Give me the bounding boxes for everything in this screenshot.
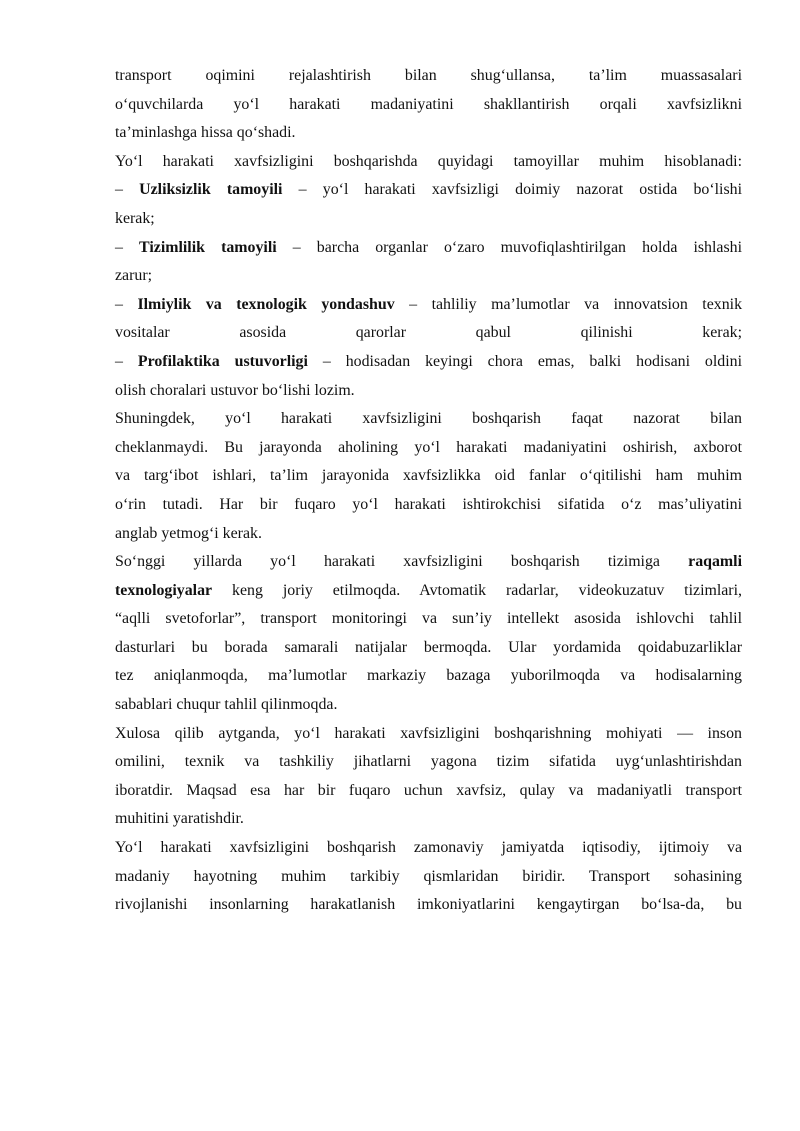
- text-line: [115, 148, 742, 177]
- text-line: [115, 119, 742, 148]
- text-run: ta’minlashga hissa qo‘shadi.: [115, 124, 296, 142]
- text-run: – yo‘l harakati xavfsizligi doimiy nazorat ostida bo‘lishi: [282, 181, 742, 199]
- text-line: [115, 863, 742, 892]
- text-run: o‘rin tutadi. Har bir fuqaro yo‘l harakati ishtirokchisi sifatida o‘z mas’uliyatini: [115, 495, 742, 513]
- text-run: o‘quvchilarda yo‘l harakati madaniyatini shakllantirish orqali xavfsizlikni: [115, 95, 742, 113]
- bold-term: Tizimlilik tamoyili: [139, 238, 277, 256]
- text-line: [115, 62, 742, 91]
- bold-term: texnologiyalar: [115, 581, 213, 599]
- text-line: [115, 805, 742, 834]
- bold-term: raqamli: [688, 553, 742, 571]
- text-line: [115, 662, 742, 691]
- text-line: [115, 548, 742, 577]
- text-run: cheklanmaydi. Bu jarayonda aholining yo‘l harakati madaniyatini oshirish, axborot: [115, 438, 742, 456]
- text-run: va targ‘ibot ishlari, ta’lim jarayonida xavfsizlikka oid fanlar o‘qitilishi ham muhim: [115, 467, 742, 485]
- text-line: [115, 691, 742, 720]
- text-run: omilini, texnik va tashkiliy jihatlarni yagona tizim sifatida uyg‘unlashtirishdan: [115, 753, 742, 771]
- text-line: [115, 262, 742, 291]
- text-line: [115, 234, 742, 263]
- text-line: [115, 720, 742, 749]
- text-run: dasturlari bu borada samarali natijalar bermoqda. Ular yordamida qoidabuzarliklar: [115, 638, 742, 656]
- text-line: [115, 634, 742, 663]
- text-run: tez aniqlanmoqda, ma’lumotlar markaziy bazaga yuborilmoqda va hodisalarning: [115, 667, 742, 685]
- text-run: Shuningdek, yo‘l harakati xavfsizligini boshqarish faqat nazorat bilan: [115, 410, 742, 428]
- text-line: [115, 377, 742, 406]
- text-run: – barcha organlar o‘zaro muvofiqlashtirilgan holda ishlashi: [276, 238, 743, 256]
- text-run: madaniy hayotning muhim tarkibiy qismlaridan biridir. Transport sohasining: [115, 867, 742, 885]
- bold-term: Uzliksizlik tamoyili: [139, 181, 283, 199]
- text-run: sabablari chuqur tahlil qilinmoqda.: [115, 696, 338, 714]
- text-line: [115, 291, 742, 320]
- text-line: [115, 319, 742, 348]
- text-run: – hodisadan keyingi chora emas, balki hodisani oldini: [307, 352, 742, 370]
- text-line: [115, 520, 742, 549]
- text-run: rivojlanishi insonlarning harakatlanish imkoniyatlarini kengaytirgan bo‘lsa-da, bu: [115, 896, 742, 914]
- text-run: iboratdir. Maqsad esa har bir fuqaro uchun xavfsiz, qulay va madaniyatli transport: [115, 781, 742, 799]
- text-line: [115, 176, 742, 205]
- text-line: [115, 491, 742, 520]
- text-line: [115, 91, 742, 120]
- text-run: Yo‘l harakati xavfsizligini boshqarishda quyidagi tamoyillar muhim hisoblanadi:: [115, 152, 742, 170]
- text-line: [115, 577, 742, 606]
- text-line: [115, 434, 742, 463]
- text-line: [115, 605, 742, 634]
- text-line: [115, 462, 742, 491]
- text-line: [115, 834, 742, 863]
- text-run: –: [115, 238, 140, 256]
- text-line: [115, 405, 742, 434]
- text-run: Yo‘l harakati xavfsizligini boshqarish zamonaviy jamiyatda iqtisodiy, ijtimoiy va: [115, 839, 742, 857]
- text-run: Xulosa qilib aytganda, yo‘l harakati xavfsizligini boshqarishning mohiyati — inson: [115, 724, 742, 742]
- text-run: transport oqimini rejalashtirish bilan shug‘ullansa, ta’lim muassasalari: [115, 67, 742, 84]
- text-run: – tahliliy ma’lumotlar va innovatsion texnik: [394, 295, 743, 313]
- bold-term: Ilmiylik va texnologik yondashuv: [137, 295, 395, 313]
- text-line: [115, 748, 742, 777]
- text-run: kerak;: [115, 209, 155, 227]
- text-run: olish choralari ustuvor bo‘lishi lozim.: [115, 381, 355, 399]
- text-line: [115, 891, 742, 920]
- text-run: So‘nggi yillarda yo‘l harakati xavfsizligini boshqarish tizimiga: [115, 553, 689, 571]
- bold-term: Profilaktika ustuvorligi: [137, 352, 308, 370]
- text-run: anglab yetmog‘i kerak.: [115, 524, 262, 542]
- text-run: –: [115, 295, 138, 313]
- text-line: [115, 777, 742, 806]
- text-run: vositalar asosida qarorlar qabul qilinishi kerak;: [115, 324, 742, 342]
- document-page: [115, 62, 742, 920]
- text-run: zarur;: [115, 267, 153, 285]
- text-run: muhitini yaratishdir.: [115, 810, 244, 828]
- text-line: [115, 205, 742, 234]
- text-run: –: [115, 352, 138, 370]
- text-run: “aqlli svetoforlar”, transport monitoringi va sun’iy intellekt asosida ishlovchi tahlil: [115, 610, 742, 628]
- text-line: [115, 348, 742, 377]
- text-run: –: [115, 181, 140, 199]
- text-run: keng joriy etilmoqda. Avtomatik radarlar, videokuzatuv tizimlari,: [212, 581, 742, 599]
